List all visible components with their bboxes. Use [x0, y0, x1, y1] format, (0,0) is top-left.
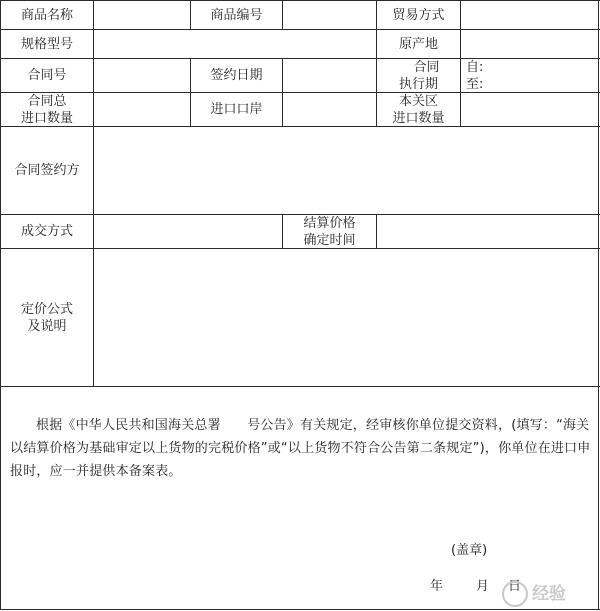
grid-line: [0, 609, 600, 610]
port-label: 进口口岸: [210, 102, 263, 117]
from-label: 自:: [466, 60, 484, 75]
formula-line-2: 及说明: [27, 318, 67, 334]
trade-mode-field[interactable]: [461, 1, 598, 29]
formula-label: [1, 249, 93, 386]
origin-field[interactable]: [461, 30, 598, 58]
exec-period-label: [377, 59, 460, 92]
district-qty-line-1: 本关区: [398, 93, 438, 109]
total-qty-line-2: 进口数量: [20, 110, 73, 126]
year-label: 年: [430, 579, 444, 594]
spec-model-label: 规格型号: [20, 36, 73, 52]
formula-field[interactable]: [94, 249, 598, 386]
sign-date-field[interactable]: [283, 59, 376, 92]
settle-time-line-2: 确定时间: [303, 232, 356, 248]
month-label: 月: [476, 579, 490, 594]
to-label: 至:: [466, 77, 484, 92]
watermark: [502, 579, 566, 607]
settle-time-line-1: 结算价格: [303, 215, 356, 231]
watermark-text: 经验: [532, 584, 566, 604]
origin-label: 原产地: [398, 36, 438, 52]
total-qty-line-1: 合同总: [27, 93, 67, 109]
parties-field[interactable]: [94, 127, 598, 214]
contract-no-label: 合同号: [27, 68, 67, 83]
seal-label: (盖章): [451, 543, 488, 558]
exec-period-field[interactable]: [466, 59, 596, 92]
deal-mode-field[interactable]: [94, 215, 282, 248]
day-label: 日: [508, 579, 522, 594]
trade-mode-label: 贸易方式: [392, 7, 445, 23]
product-code-label: 商品编号: [210, 7, 263, 23]
settle-time-label: [283, 215, 376, 248]
product-name-field[interactable]: [94, 1, 190, 29]
exec-period-line-2: 执行期: [398, 76, 438, 92]
grid-line: [598, 0, 599, 610]
spec-model-field[interactable]: [94, 30, 376, 58]
district-qty-line-2: 进口数量: [392, 110, 445, 126]
notice-paragraph: 根据《中华人民共和国海关总署 号公告》有关规定，经审核你单位提交资料，(填写：“海关以结算价格为基础审定以上货物的完税价格”或“以上货物不符合公告第二条规定”)，你单位在进口申报时，应一并提供本备案表。: [10, 418, 591, 479]
exec-period-line-1: 合同: [413, 59, 440, 75]
district-qty-field[interactable]: [461, 93, 598, 126]
deal-mode-label: 成交方式: [20, 224, 73, 239]
product-code-field[interactable]: [283, 1, 376, 29]
parties-label: 合同签约方: [14, 163, 80, 178]
total-qty-label: [1, 93, 93, 126]
watermark-logo-icon: [502, 581, 528, 607]
district-qty-label: [377, 93, 460, 126]
sign-date-label: 签约日期: [210, 68, 263, 83]
contract-no-field[interactable]: [94, 59, 190, 92]
settle-time-field[interactable]: [377, 215, 598, 248]
formula-line-1: 定价公式: [20, 301, 73, 317]
port-field[interactable]: [283, 93, 376, 126]
total-qty-field[interactable]: [94, 93, 190, 126]
product-name-label: 商品名称: [20, 7, 73, 23]
grid-line: [0, 386, 600, 387]
